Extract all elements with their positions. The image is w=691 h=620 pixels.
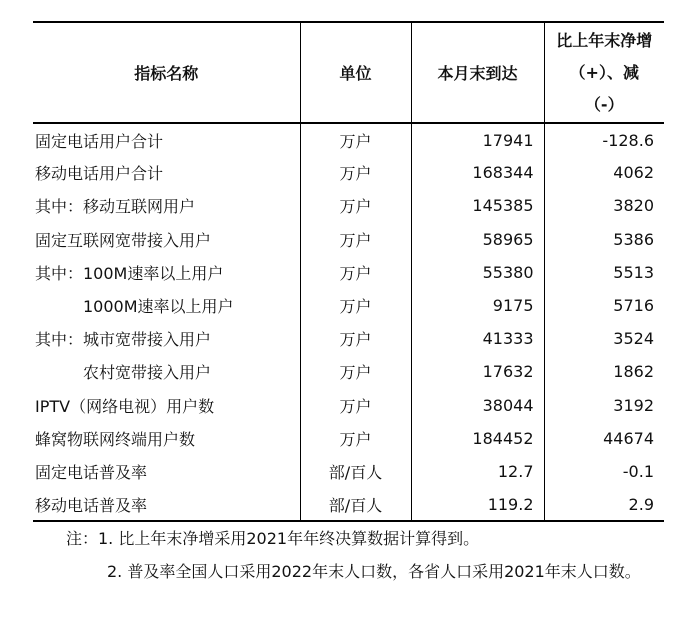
row-unit: 万户 — [300, 389, 411, 422]
row-change: 1862 — [544, 355, 664, 388]
table-row — [33, 156, 664, 189]
row-change: 44674 — [544, 422, 664, 455]
header-indicator-name: 指标名称 — [134, 64, 199, 83]
table-row — [33, 289, 664, 322]
row-change: 5513 — [544, 256, 664, 289]
row-name: 移动电话普及率 — [35, 495, 148, 515]
row-unit: 万户 — [300, 322, 411, 355]
row-value: 17941 — [411, 123, 544, 156]
row-name: 农村宽带接入用户 — [83, 363, 212, 383]
row-value: 9175 — [411, 289, 544, 322]
row-value: 17632 — [411, 355, 544, 388]
table-row — [33, 223, 664, 256]
row-value: 119.2 — [411, 488, 544, 521]
row-value: 12.7 — [411, 455, 544, 488]
row-value: 145385 — [411, 189, 544, 222]
row-value: 184452 — [411, 422, 544, 455]
table-row — [33, 488, 664, 521]
header-change-line1: 比上年末净增 — [556, 30, 653, 50]
row-unit: 万户 — [300, 355, 411, 388]
row-change: 3820 — [544, 189, 664, 222]
table-row — [33, 256, 664, 289]
header-change-line3: （-） — [584, 94, 624, 114]
row-value: 168344 — [411, 156, 544, 189]
row-value: 38044 — [411, 389, 544, 422]
row-unit: 万户 — [300, 189, 411, 222]
row-unit: 万户 — [300, 422, 411, 455]
row-unit: 万户 — [300, 289, 411, 322]
table-row — [33, 422, 664, 455]
row-change: 2.9 — [544, 488, 664, 521]
row-change: -0.1 — [544, 455, 664, 488]
row-unit: 部/百人 — [300, 455, 411, 488]
row-unit: 万户 — [300, 256, 411, 289]
row-name: 其中：移动互联网用户 — [35, 197, 196, 217]
row-change: 5386 — [544, 223, 664, 256]
row-name: 蜂窝物联网终端用户数 — [35, 429, 196, 449]
row-unit: 万户 — [300, 156, 411, 189]
row-value: 55380 — [411, 256, 544, 289]
row-name: 1000M速率以上用户 — [83, 297, 234, 317]
row-name: 其中：城市宽带接入用户 — [35, 330, 212, 350]
table-row — [33, 322, 664, 355]
row-name: 其中：100M速率以上用户 — [35, 263, 224, 283]
header-unit: 单位 — [300, 22, 411, 123]
header-change-line2: （+）、减 — [569, 62, 639, 82]
header-month-end-value: 本月末到达 — [411, 22, 544, 123]
row-name: 移动电话用户合计 — [35, 164, 164, 184]
table-row — [33, 389, 664, 422]
table-row — [33, 455, 664, 488]
table-row — [33, 189, 664, 222]
row-change: -128.6 — [544, 123, 664, 156]
telecom-stats-table — [33, 21, 664, 522]
row-name: 固定电话用户合计 — [35, 131, 164, 151]
row-name: 固定互联网宽带接入用户 — [35, 230, 212, 250]
row-change: 3524 — [544, 322, 664, 355]
row-unit: 部/百人 — [300, 488, 411, 521]
row-unit: 万户 — [300, 223, 411, 256]
table-row — [33, 355, 664, 388]
row-unit: 万户 — [300, 123, 411, 156]
footnote-2: 2. 普及率全国人口采用2022年末人口数，各省人口采用2021年末人口数。 — [107, 562, 641, 581]
footnote-1: 注：1. 比上年末净增采用2021年年终决算数据计算得到。 — [66, 529, 480, 548]
header-change — [544, 22, 664, 123]
row-name: IPTV（网络电视）用户数 — [35, 396, 215, 416]
row-value: 58965 — [411, 223, 544, 256]
row-change: 4062 — [544, 156, 664, 189]
row-name: 固定电话普及率 — [35, 462, 148, 482]
table-header-row — [33, 22, 664, 123]
row-change: 3192 — [544, 389, 664, 422]
row-value: 41333 — [411, 322, 544, 355]
table-row — [33, 123, 664, 156]
row-change: 5716 — [544, 289, 664, 322]
